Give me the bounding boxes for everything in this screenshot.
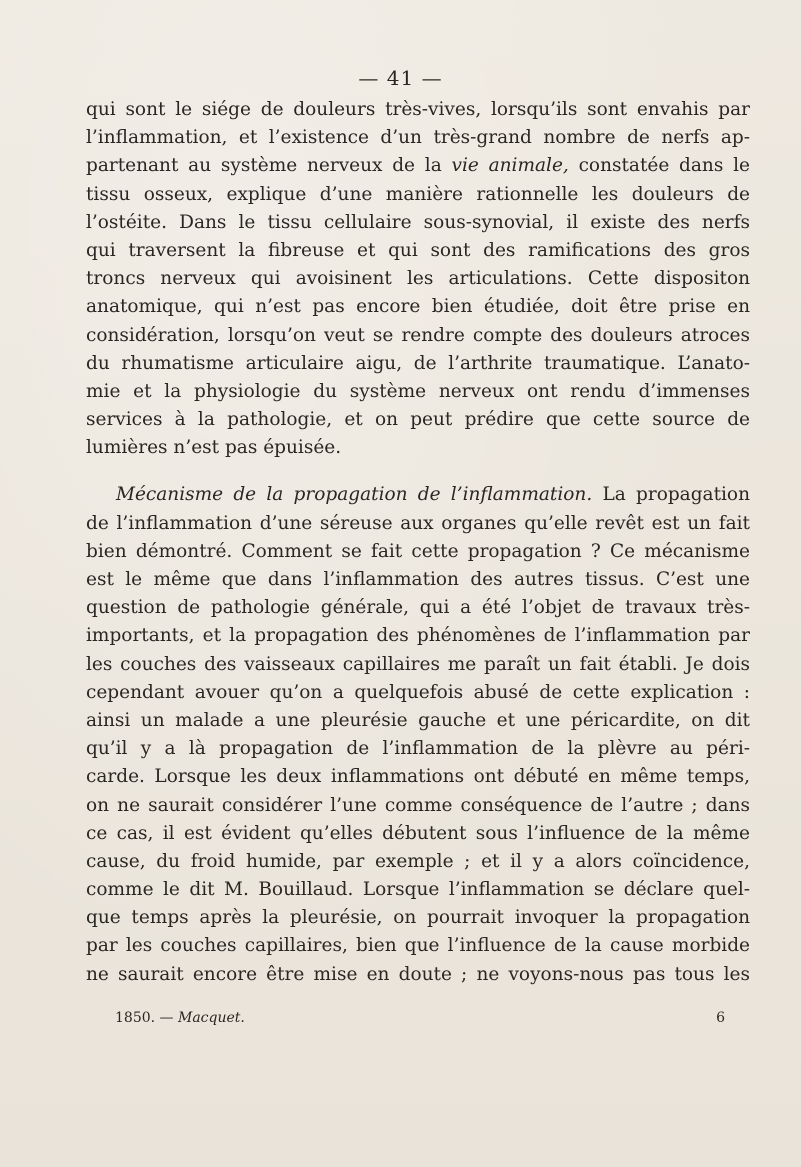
text-line: ce cas, il est évident qu’elles débutent sous l’influence de la même [86,822,750,844]
text-line: du rhumatisme articulaire aigu, de l’arthrite traumatique. L’anato- [86,352,750,374]
footer-author: Macquet. [177,1010,245,1026]
text-line: qui sont le siége de douleurs très-vives, lorsqu’ils sont envahis par [86,99,750,120]
text-line: ne saurait encore être mise en doute ; ne voyons-nous pas tous les [86,963,750,985]
text-line: qu’il y a là propagation de l’inflammation de la plèvre au péri- [86,738,750,760]
text-line: est le même que dans l’inflammation des autres tissus. C’est une [86,569,750,590]
text-line: importants, et la propagation des phénomènes de l’inflammation par [86,625,750,647]
text-line: anatomique, qui n’est pas encore bien étudiée, doit être prise en [86,296,750,318]
italic-term: vie animale, [451,155,569,177]
text-line: carde. Lorsque les deux inflammations ont débuté en même temps, [86,766,750,788]
text-fragment: La propagation [592,484,750,506]
text-line: par les couches capillaires, bien que l’influence de la cause morbide [86,935,750,957]
footer-year: 1850. — [115,1010,178,1026]
text-line [86,152,750,180]
page-footer [115,1010,725,1026]
page-number-header: — 41 — [358,66,443,90]
text-line: que temps après la pleurésie, on pourrait invoquer la propagation [86,907,750,929]
text-line: qui traversent la fibreuse et qui sont des ramifications des gros [86,239,750,261]
text-line: l’inflammation, et l’existence d’un très-grand nombre de nerfs ap- [86,127,750,149]
section-title: Mécanisme de la propagation de l’inflammation. [116,484,593,506]
paragraph-gap [86,462,750,481]
text-line: lumières n’est pas épuisée. [86,437,342,459]
text-line: cependant avouer qu’on a quelquefois abusé de cette explication : [86,681,750,703]
text-line: l’ostéite. Dans le tissu cellulaire sous-synovial, il existe des nerfs [86,211,750,233]
text-line: ainsi un malade a une pleurésie gauche et une péricardite, on dit [86,709,750,731]
footer-citation [115,1010,245,1026]
text-line: mie et la physiologie du système nerveux ont rendu d’immenses [86,380,750,402]
text-fragment: partenant au système nerveux de la [86,155,452,177]
text-line: question de pathologie générale, qui a été l’objet de travaux très- [86,597,750,619]
text-line: bien démontré. Comment se fait cette propagation ? Ce mécanisme [86,540,750,562]
text-fragment: constatée dans le [568,155,750,177]
text-line: comme le dit M. Bouillaud. Lorsque l’inflammation se déclare quel- [86,879,750,901]
text-line: on ne saurait considérer l’une comme conséquence de l’autre ; dans [86,794,750,816]
text-line: de l’inflammation d’une séreuse aux organes qu’elle revêt est un fait [86,512,750,534]
text-line: services à la pathologie, et on peut prédire que cette source de [86,409,750,431]
text-line: cause, du froid humide, par exemple ; et il y a alors coïncidence, [86,850,750,872]
body-text [86,96,750,989]
text-line: les couches des vaisseaux capillaires me paraît un fait établi. Je dois [86,653,750,675]
text-line: troncs nerveux qui avoisinent les articulations. Cette dispositon [86,268,750,290]
text-line: tissu osseux, explique d’une manière rationnelle les douleurs de [86,183,750,205]
text-line [86,481,750,509]
text-line: considération, lorsqu’on veut se rendre compte des douleurs atroces [86,324,750,346]
footer-signature: 6 [716,1010,725,1026]
